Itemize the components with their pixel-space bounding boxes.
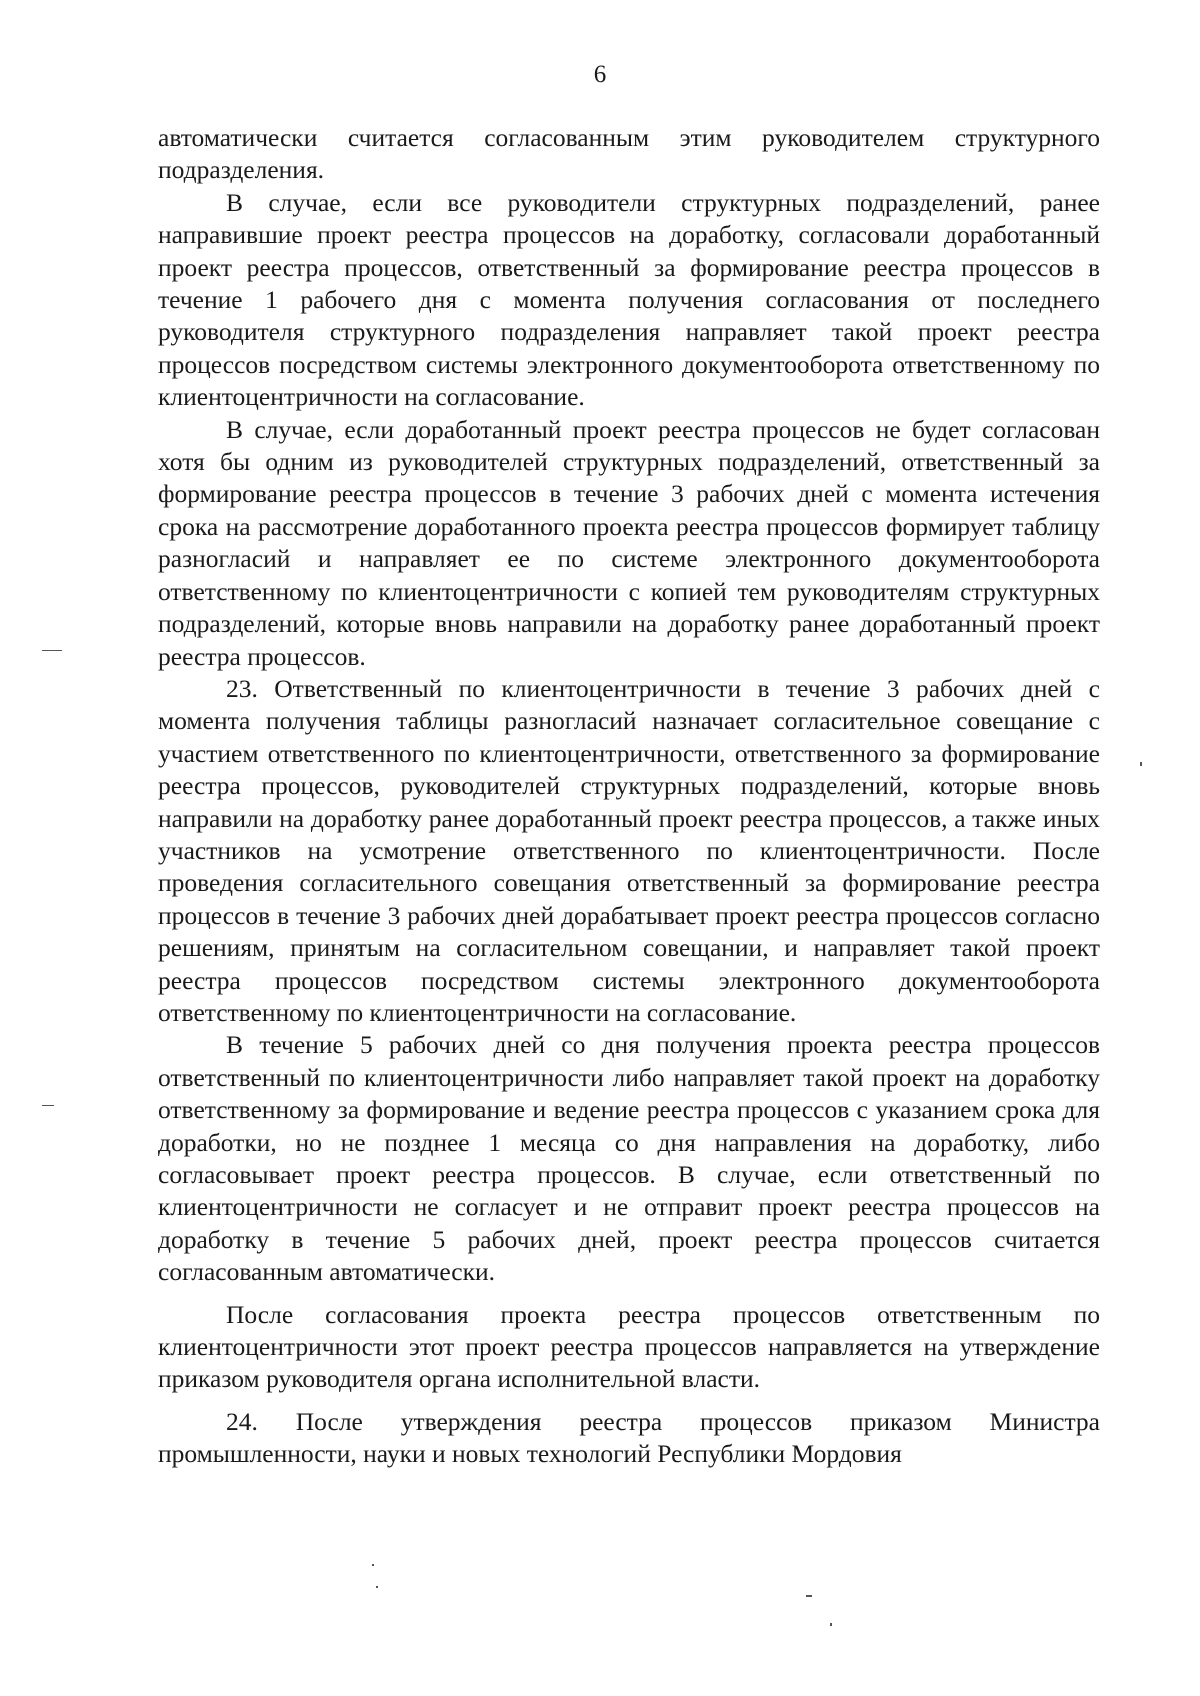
paragraph-clause-23: 23. Ответственный по клиентоцентричности в течение 3 рабочих дней с момента получения таблицы разногласий назначает согласительное совещание с участием ответственного по клиентоцентричности, ответственного за формирование реестра процессов, руководителей структурных подразделений, которые вновь направили на доработку ранее доработанный проект реестра процессов, а также иных участников на усмотрение ответственного по клиентоцентричности. После проведения согласительного совещания ответственный за формирование реестра процессов в течение 3 рабочих дней дорабатывает проект реестра процессов согласно решениям, принятым на согласительном совещании, и направляет такой проект реестра процессов посредством системы электронного документооборота ответственному по клиентоцентричности на согласование. <box>158 673 1100 1027</box>
paragraph-five-days: В течение 5 рабочих дней со дня получения проекта реестра процессов ответственный по клиентоцентричности либо направляет такой проект на доработку ответственному за формирование и ведение реестра процессов с указанием срока для доработки, но не позднее 1 месяца со дня направления на доработку, либо согласовывает проект реестра процессов. В случае, если ответственный по клиентоцентричности не согласует и не отправит проект реестра процессов на доработку в течение 5 рабочих дней, проект реестра процессов считается согласованным автоматически. <box>158 1030 1100 1287</box>
paragraph-after-approval: После согласования проекта реестра процессов ответственным по клиентоцентричности этот проект реестра процессов направляется на утверждение приказом руководителя органа исполнительной власти. <box>158 1299 1100 1394</box>
scan-artifact <box>806 1595 812 1597</box>
scan-artifact <box>376 1586 378 1588</box>
page-number: 6 <box>593 61 607 88</box>
paragraph-all-approved: В случае, если все руководители структурных подразделений, ранее направившие проект реестра процессов на доработку, согласовали доработанный проект реестра процессов, ответственный за формирование реестра процессов в течение 1 рабочего дня с момента получения согласования от последнего руководителя структурного подразделения направляет такой проект реестра процессов посредством системы электронного документооборота ответственному по клиентоцентричности на согласование. <box>158 187 1100 412</box>
paragraph-not-approved: В случае, если доработанный проект реестра процессов не будет согласован хотя бы одним из руководителей структурных подразделений, ответственный за формирование реестра процессов в течение 3 рабочих дней с момента истечения срока на рассмотрение доработанного проекта реестра процессов формирует таблицу разногласий и направляет ее по системе электронного документооборота ответственному по клиентоцентричности с копией тем руководителям структурных подразделений, которые вновь направили на доработку ранее доработанный проект реестра процессов. <box>158 414 1100 671</box>
scan-artifact <box>830 1623 832 1626</box>
scan-artifact <box>42 650 62 651</box>
scan-artifact <box>372 1564 374 1566</box>
scan-artifact <box>1140 762 1142 766</box>
document-body <box>158 122 1100 1471</box>
paragraph-continuation: автоматически считается согласованным этим руководителем структурного подразделения. <box>158 123 1100 185</box>
paragraph-clause-24: 24. После утверждения реестра процессов приказом Министра промышленности, науки и новых технологий Республики Мордовия <box>158 1406 1100 1469</box>
scan-artifact <box>42 1105 54 1106</box>
